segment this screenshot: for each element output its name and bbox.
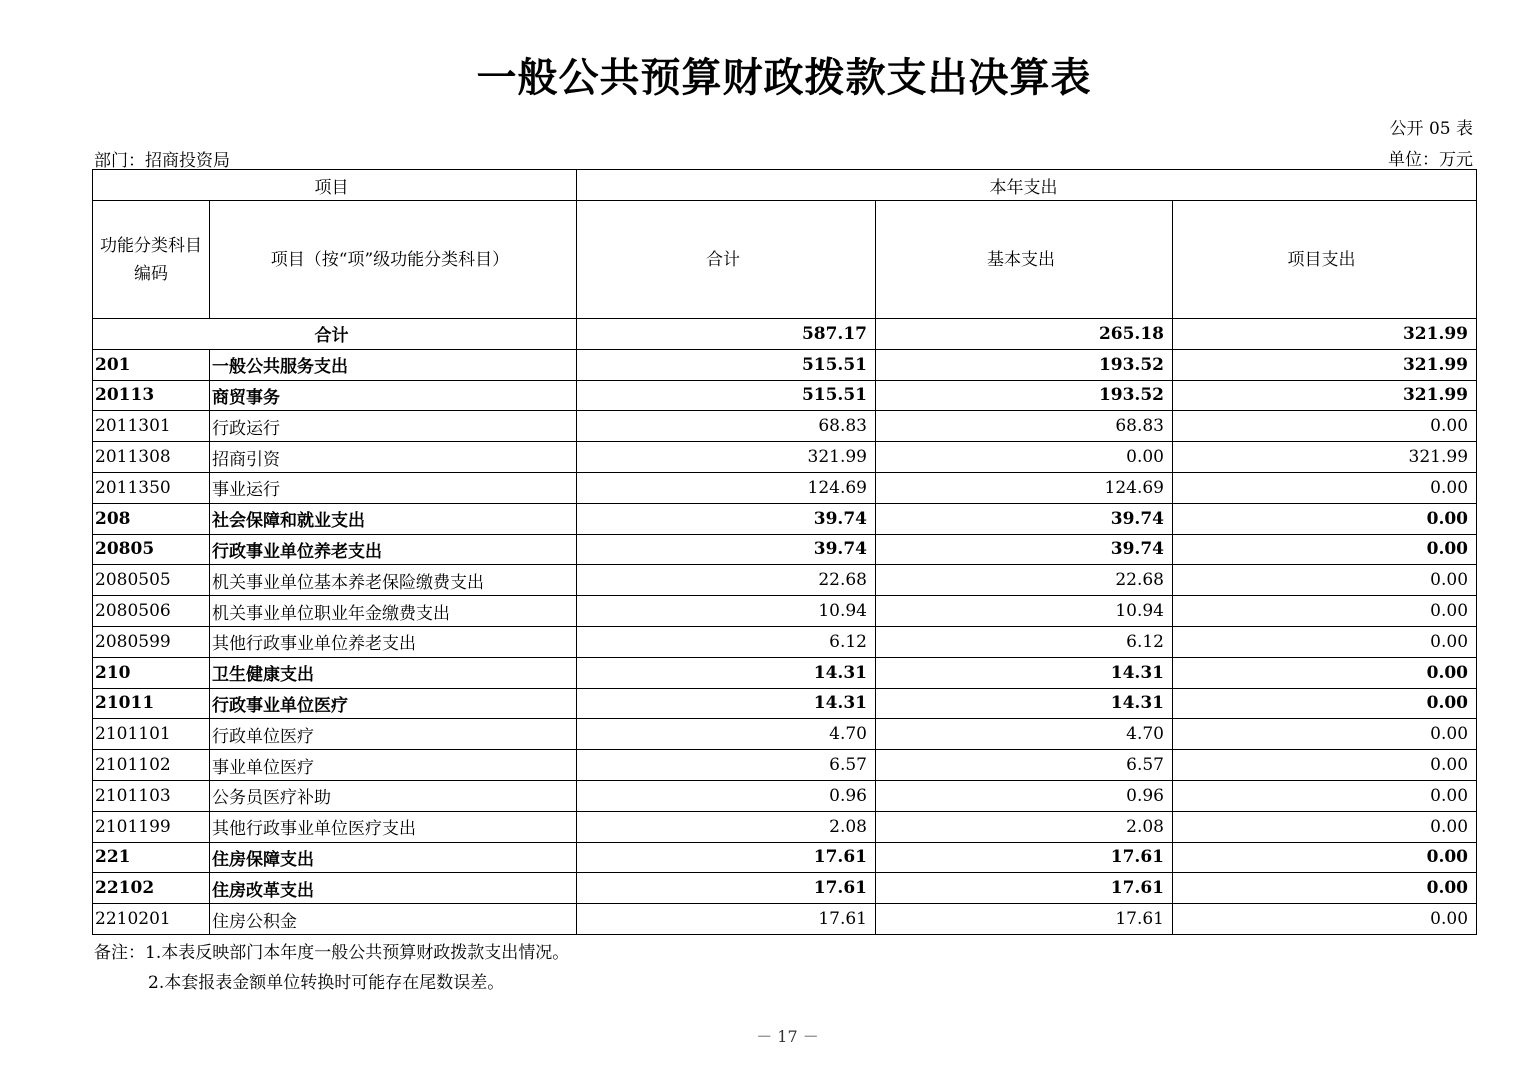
row-name: 公务员医疗补助 [210,780,577,811]
header-project: 项目 [93,170,577,201]
note-line-2: 2.本套报表金额单位转换时可能存在尾数误差。 [148,973,505,993]
row-name: 商贸事务 [210,380,577,411]
header-code [93,201,210,319]
row-total: 124.69 [577,472,876,503]
row-basic: 22.68 [876,565,1173,596]
total-label: 合计 [93,319,577,350]
row-code: 20113 [93,380,210,411]
row-name: 住房改革支出 [210,873,577,904]
notes [94,938,569,998]
unit-label: 单位：万元 [1388,150,1473,170]
row-basic: 193.52 [876,349,1173,380]
department-label: 部门：招商投资局 [94,151,230,171]
row-basic: 39.74 [876,534,1173,565]
table-row [93,472,1477,503]
row-total: 14.31 [577,657,876,688]
row-basic: 17.61 [876,842,1173,873]
row-code: 2101103 [93,780,210,811]
row-basic: 4.70 [876,719,1173,750]
row-basic: 0.00 [876,442,1173,473]
table-row [93,688,1477,719]
header-item-name: 项目（按“项”级功能分类科目） [210,201,577,319]
row-project: 0.00 [1173,657,1477,688]
row-code: 2210201 [93,904,210,935]
header-basic: 基本支出 [876,201,1173,319]
row-code: 2101199 [93,811,210,842]
table-row [93,442,1477,473]
total-project: 321.99 [1173,319,1477,350]
row-project: 0.00 [1173,411,1477,442]
row-project: 0.00 [1173,688,1477,719]
row-name: 其他行政事业单位医疗支出 [210,811,577,842]
row-name: 住房保障支出 [210,842,577,873]
row-total: 68.83 [577,411,876,442]
row-name: 招商引资 [210,442,577,473]
table-row [93,811,1477,842]
row-code: 201 [93,349,210,380]
row-total: 39.74 [577,534,876,565]
row-total: 39.74 [577,503,876,534]
table-row [93,565,1477,596]
row-project: 321.99 [1173,442,1477,473]
row-code: 210 [93,657,210,688]
row-basic: 14.31 [876,657,1173,688]
row-code: 2011308 [93,442,210,473]
table-row [93,750,1477,781]
row-code: 2011301 [93,411,210,442]
expense-table [92,169,1477,935]
row-project: 0.00 [1173,596,1477,627]
row-total: 0.96 [577,780,876,811]
row-total: 6.57 [577,750,876,781]
row-project: 0.00 [1173,719,1477,750]
row-code: 20805 [93,534,210,565]
form-number: 公开 05 表 [1389,119,1473,139]
table-row [93,596,1477,627]
total-basic: 265.18 [876,319,1173,350]
table-row [93,503,1477,534]
table-row [93,349,1477,380]
row-project: 0.00 [1173,503,1477,534]
row-code: 2080505 [93,565,210,596]
row-basic: 193.52 [876,380,1173,411]
header-project-expense: 项目支出 [1173,201,1477,319]
row-total: 2.08 [577,811,876,842]
row-code: 2080506 [93,596,210,627]
table-row [93,780,1477,811]
row-total: 17.61 [577,904,876,935]
page-title: 一般公共预算财政拨款支出决算表 [476,54,1092,101]
row-project: 0.00 [1173,904,1477,935]
table-row [93,842,1477,873]
table-row [93,534,1477,565]
row-project: 0.00 [1173,472,1477,503]
row-basic: 6.12 [876,626,1173,657]
row-name: 机关事业单位基本养老保险缴费支出 [210,565,577,596]
row-project: 321.99 [1173,349,1477,380]
row-basic: 10.94 [876,596,1173,627]
table-row [93,904,1477,935]
table-row [93,657,1477,688]
table-row [93,411,1477,442]
row-total: 22.68 [577,565,876,596]
row-code: 2101101 [93,719,210,750]
table-row [93,626,1477,657]
table-row [93,719,1477,750]
row-total: 17.61 [577,873,876,904]
note-line-1: 备注：1.本表反映部门本年度一般公共预算财政拨款支出情况。 [94,943,570,963]
row-code: 2011350 [93,472,210,503]
row-total: 515.51 [577,380,876,411]
row-name: 行政单位医疗 [210,719,577,750]
row-name: 社会保障和就业支出 [210,503,577,534]
header-code-text: 功能分类科目编码 [100,235,202,284]
row-name: 行政事业单位医疗 [210,688,577,719]
total-sum: 587.17 [577,319,876,350]
row-basic: 68.83 [876,411,1173,442]
table-row [93,873,1477,904]
row-name: 住房公积金 [210,904,577,935]
row-code: 208 [93,503,210,534]
row-code: 2101102 [93,750,210,781]
row-project: 0.00 [1173,750,1477,781]
header-total: 合计 [577,201,876,319]
row-total: 6.12 [577,626,876,657]
row-basic: 6.57 [876,750,1173,781]
row-name: 机关事业单位职业年金缴费支出 [210,596,577,627]
row-total: 321.99 [577,442,876,473]
row-project: 0.00 [1173,780,1477,811]
row-basic: 14.31 [876,688,1173,719]
row-code: 22102 [93,873,210,904]
row-project: 0.00 [1173,534,1477,565]
header-row-2 [93,201,1477,319]
row-total: 17.61 [577,842,876,873]
row-basic: 2.08 [876,811,1173,842]
row-project: 0.00 [1173,626,1477,657]
page-number: － 17 － [756,1027,819,1046]
row-name: 行政运行 [210,411,577,442]
row-project: 0.00 [1173,811,1477,842]
row-name: 卫生健康支出 [210,657,577,688]
row-basic: 39.74 [876,503,1173,534]
row-project: 0.00 [1173,842,1477,873]
header-row-1 [93,170,1477,201]
row-name: 事业运行 [210,472,577,503]
row-basic: 17.61 [876,904,1173,935]
row-total: 4.70 [577,719,876,750]
header-current-year-expense: 本年支出 [577,170,1477,201]
row-name: 一般公共服务支出 [210,349,577,380]
row-project: 0.00 [1173,565,1477,596]
row-code: 2080599 [93,626,210,657]
row-project: 321.99 [1173,380,1477,411]
total-row [93,319,1477,350]
row-code: 21011 [93,688,210,719]
row-basic: 17.61 [876,873,1173,904]
row-name: 其他行政事业单位养老支出 [210,626,577,657]
row-name: 行政事业单位养老支出 [210,534,577,565]
table-row [93,380,1477,411]
row-total: 10.94 [577,596,876,627]
row-project: 0.00 [1173,873,1477,904]
row-name: 事业单位医疗 [210,750,577,781]
row-code: 221 [93,842,210,873]
table-body [93,319,1477,935]
row-total: 14.31 [577,688,876,719]
row-total: 515.51 [577,349,876,380]
row-basic: 124.69 [876,472,1173,503]
row-basic: 0.96 [876,780,1173,811]
